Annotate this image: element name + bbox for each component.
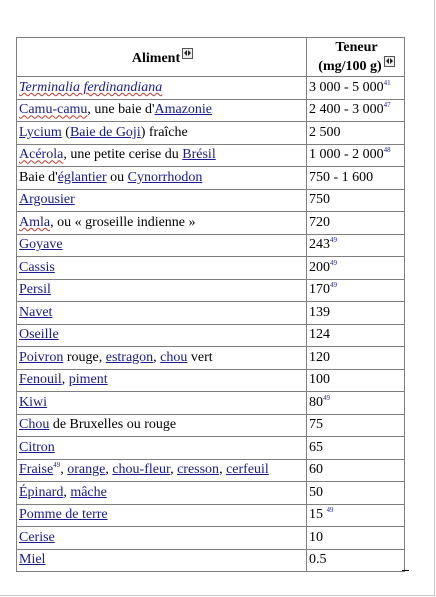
footnote-ref[interactable]: 49 (53, 461, 61, 470)
food-text: de Bruxelles ou rouge (49, 417, 177, 433)
table-row (17, 212, 405, 235)
value-text: 750 (309, 192, 330, 208)
value-text: 1 000 - 2 000 (309, 147, 384, 163)
value-text: 15 (309, 507, 327, 523)
table-row (17, 392, 405, 415)
corner-mark (402, 570, 409, 571)
food-text: ) fraîche (140, 124, 188, 140)
food-cell (17, 527, 307, 550)
value-cell (307, 549, 405, 572)
food-text: , une petite cerise du (63, 147, 183, 163)
food-text: Baie d' (19, 169, 58, 185)
table-row (17, 527, 405, 550)
value-cell (307, 189, 405, 212)
value-text: 170 (309, 282, 330, 298)
table-row (17, 369, 405, 392)
food-cell (17, 122, 307, 145)
value-cell (307, 212, 405, 235)
food-cell (17, 99, 307, 122)
table-row (17, 167, 405, 190)
value-cell (307, 414, 405, 437)
sort-toggle-icon[interactable] (384, 56, 395, 67)
value-text: 100 (309, 372, 330, 388)
value-text: 10 (309, 529, 323, 545)
header-aliment-label: Aliment (131, 50, 181, 66)
food-text: ou (106, 169, 128, 185)
food-link[interactable]: Fenouil (19, 372, 62, 388)
food-link[interactable]: chou (160, 349, 188, 365)
value-text: 3 000 - 5 000 (309, 79, 384, 95)
food-link[interactable]: Citron (19, 439, 55, 455)
food-link[interactable]: Fraise (19, 462, 54, 478)
header-aliment (17, 38, 307, 77)
food-text: , une baie d' (87, 102, 155, 118)
value-cell (307, 482, 405, 505)
food-cell (17, 459, 307, 482)
footnote-ref[interactable]: 47 (383, 101, 391, 110)
value-text: 200 (309, 259, 330, 275)
food-link[interactable]: Persil (19, 282, 51, 298)
value-cell (307, 392, 405, 415)
food-link[interactable]: Baie de Goji (69, 124, 141, 140)
food-link[interactable]: orange (67, 462, 106, 478)
food-link[interactable]: Miel (19, 552, 46, 568)
value-text: 80 (309, 394, 323, 410)
food-cell (17, 414, 307, 437)
vitamin-c-table (16, 37, 405, 572)
value-cell (307, 122, 405, 145)
food-link[interactable]: Amla (19, 214, 51, 230)
food-link[interactable]: Amazonie (154, 102, 213, 118)
value-text: 750 - 1 600 (309, 169, 374, 185)
value-text: 75 (309, 417, 323, 433)
header-teneur-label-line1: Teneur (335, 39, 378, 55)
value-text: 124 (309, 327, 330, 343)
footnote-ref[interactable]: 49 (326, 506, 334, 515)
table-row (17, 279, 405, 302)
food-cell (17, 234, 307, 257)
food-text: , (153, 349, 161, 365)
table-row (17, 122, 405, 145)
table-row (17, 437, 405, 460)
table-row (17, 324, 405, 347)
food-link[interactable]: Chou (19, 417, 50, 433)
footnote-ref[interactable]: 49 (323, 393, 330, 402)
value-cell (307, 234, 405, 257)
food-link[interactable]: Épinard (19, 484, 64, 500)
food-text: rouge, (63, 349, 106, 365)
food-link[interactable]: estragon (105, 349, 154, 365)
food-cell (17, 504, 307, 527)
food-link[interactable]: Pomme de terre (19, 507, 108, 523)
value-text: 2 400 - 3 000 (309, 102, 384, 118)
food-text: , (170, 462, 178, 478)
food-link[interactable]: Camu-camu (19, 102, 88, 118)
value-cell (307, 369, 405, 392)
header-teneur-label-line2: (mg/100 g) (318, 58, 382, 74)
food-link[interactable]: Navet (19, 304, 53, 320)
table-row (17, 77, 405, 100)
value-cell (307, 459, 405, 482)
value-text: 0.5 (309, 552, 327, 568)
food-link[interactable]: chou-fleur (112, 462, 171, 478)
table-row (17, 257, 405, 280)
sort-toggle-icon[interactable] (182, 48, 193, 59)
food-cell (17, 167, 307, 190)
food-cell (17, 482, 307, 505)
table-row (17, 414, 405, 437)
value-cell (307, 527, 405, 550)
value-cell (307, 99, 405, 122)
value-cell (307, 324, 405, 347)
food-cell (17, 279, 307, 302)
food-cell (17, 212, 307, 235)
food-link[interactable]: piment (68, 372, 108, 388)
food-link[interactable]: cerfeuil (226, 462, 269, 478)
food-text: vert (187, 349, 213, 365)
food-link[interactable]: Cassis (19, 259, 55, 275)
food-text: , (61, 372, 69, 388)
value-text: 720 (309, 214, 330, 230)
food-cell (17, 257, 307, 280)
table-row (17, 459, 405, 482)
food-cell (17, 347, 307, 370)
food-cell (17, 302, 307, 325)
table-row (17, 144, 405, 167)
footnote-ref[interactable]: 48 (383, 146, 391, 155)
food-text: , (63, 484, 71, 500)
food-text: , ou « groseille indienne » (50, 214, 196, 230)
value-cell (307, 167, 405, 190)
table-row (17, 482, 405, 505)
food-link[interactable]: Argousier (19, 192, 75, 208)
value-text: 65 (309, 439, 323, 455)
value-cell (307, 347, 405, 370)
food-cell (17, 324, 307, 347)
value-cell (307, 504, 405, 527)
table-row (17, 504, 405, 527)
food-link[interactable]: cresson (177, 462, 220, 478)
value-cell (307, 437, 405, 460)
food-link[interactable]: Acérola (19, 147, 64, 163)
food-link[interactable]: églantier (57, 169, 107, 185)
food-cell (17, 189, 307, 212)
food-cell (17, 437, 307, 460)
value-cell (307, 302, 405, 325)
footnote-ref[interactable]: 41 (383, 78, 391, 87)
food-link[interactable]: Cynorrhodon (127, 169, 203, 185)
value-cell (307, 77, 405, 100)
food-link[interactable]: Brésil (182, 147, 216, 163)
food-link[interactable]: Oseille (19, 327, 59, 343)
food-link[interactable]: mâche (70, 484, 107, 500)
footnote-ref[interactable]: 49 (330, 281, 337, 290)
value-text: 120 (309, 349, 330, 365)
food-cell (17, 549, 307, 572)
table-row (17, 99, 405, 122)
food-text: , (105, 462, 113, 478)
food-link[interactable]: Goyave (19, 237, 63, 253)
value-text: 139 (309, 304, 330, 320)
table-row (17, 549, 405, 572)
food-text: , (219, 462, 227, 478)
table-header-row (17, 38, 405, 77)
value-cell (307, 279, 405, 302)
table-row (17, 347, 405, 370)
food-link[interactable]: Cerise (19, 529, 55, 545)
food-text: , (60, 462, 68, 478)
value-cell (307, 257, 405, 280)
table-row (17, 302, 405, 325)
food-cell (17, 369, 307, 392)
food-link[interactable]: Kiwi (19, 394, 47, 410)
food-cell (17, 77, 307, 100)
value-text: 50 (309, 484, 323, 500)
value-text: 243 (309, 237, 330, 253)
food-link[interactable]: Terminalia ferdinandiana (19, 79, 163, 95)
food-link[interactable]: Poivron (19, 349, 64, 365)
footnote-ref[interactable]: 49 (330, 258, 337, 267)
food-cell (17, 392, 307, 415)
footnote-ref[interactable]: 49 (330, 236, 337, 245)
value-text: 2 500 (309, 124, 341, 140)
table-row (17, 234, 405, 257)
food-link[interactable]: Lycium (19, 124, 62, 140)
header-teneur (307, 38, 405, 77)
table-row (17, 189, 405, 212)
food-cell (17, 144, 307, 167)
value-cell (307, 144, 405, 167)
value-text: 60 (309, 462, 323, 478)
food-text: ( (61, 124, 70, 140)
